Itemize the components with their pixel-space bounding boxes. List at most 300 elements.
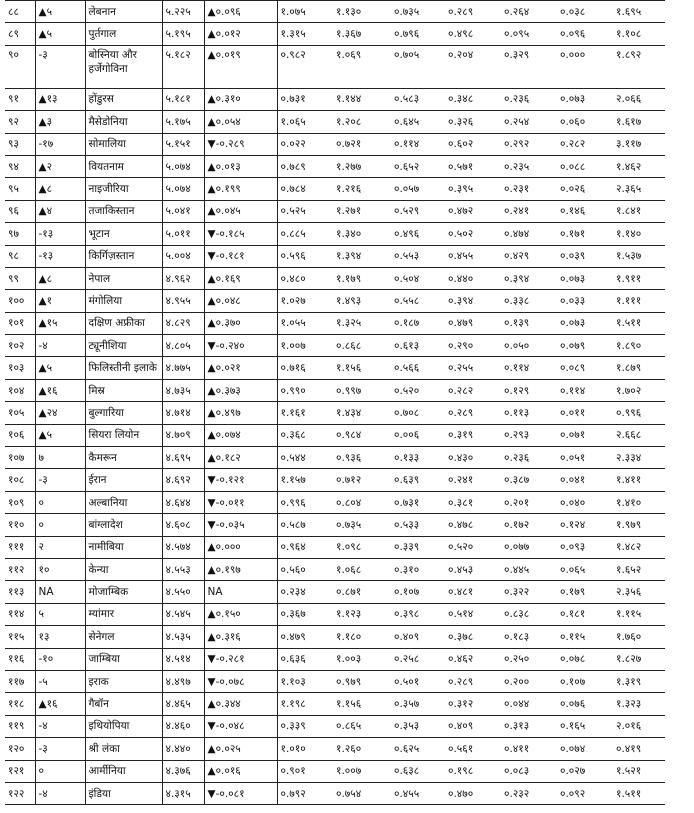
score-change-cell: ▲०.०९६ — [204, 1, 277, 23]
social-support-cell: ०.७५४ — [333, 782, 391, 804]
generosity-cell: ०.२५० — [501, 648, 557, 670]
generosity-cell: ०.१७२ — [501, 514, 557, 536]
dystopia-residual-cell: ३.११७ — [613, 133, 665, 155]
life-expectancy-cell: ०.११४ — [391, 133, 445, 155]
dystopia-residual-cell: १.१०८ — [613, 23, 665, 45]
rank-change-cell: ▲१६ — [35, 693, 85, 715]
score-change-cell: ▲०.३१० — [204, 88, 277, 110]
score-change-cell: ▲०.१८२ — [204, 447, 277, 469]
rank-change-cell: ▲५ — [35, 1, 85, 23]
generosity-cell: ०.३९४ — [501, 267, 557, 289]
rank-change-cell: -४ — [35, 335, 85, 357]
country-cell: मैसेडोनिया — [85, 111, 162, 133]
social-support-cell: १.०९८ — [333, 536, 391, 558]
table-row — [5, 782, 665, 804]
score-cell: ४.५७४ — [162, 536, 204, 558]
rank-cell: ९८ — [5, 245, 35, 267]
country-cell: आर्मीनिया — [85, 760, 162, 782]
generosity-cell: ०.८३८ — [501, 603, 557, 625]
gdp-cell: १.३१५ — [277, 23, 333, 45]
gdp-cell: १.००७ — [277, 335, 333, 357]
dystopia-residual-cell: १.४८२ — [613, 536, 665, 558]
table-row — [5, 223, 665, 245]
life-expectancy-cell: ०.७०८ — [391, 402, 445, 424]
score-change-cell: ▲०.१५० — [204, 603, 277, 625]
score-cell: ४.७१४ — [162, 402, 204, 424]
corruption-cell: ०.०७१ — [557, 424, 613, 446]
gdp-cell: ०.७१६ — [277, 357, 333, 379]
country-cell: भूटान — [85, 223, 162, 245]
dystopia-residual-cell: १.४१० — [613, 491, 665, 513]
score-change-cell: ▲०.१६९ — [204, 267, 277, 289]
country-cell: इराक — [85, 670, 162, 692]
gdp-cell: ०.९९० — [277, 379, 333, 401]
gdp-cell: ०.६३६ — [277, 648, 333, 670]
gdp-cell: ०.०२२ — [277, 133, 333, 155]
life-expectancy-cell: ०.७३५ — [391, 1, 445, 23]
rank-cell: ९२ — [5, 111, 35, 133]
score-cell: ५.०११ — [162, 223, 204, 245]
corruption-cell: ०.१८१ — [557, 603, 613, 625]
life-expectancy-cell: ०.५२९ — [391, 200, 445, 222]
gdp-cell: ०.३३९ — [277, 715, 333, 737]
rank-cell: ९९ — [5, 267, 35, 289]
generosity-cell: ०.२३६ — [501, 88, 557, 110]
rank-change-cell: ▲१ — [35, 290, 85, 312]
social-support-cell: ०.७१२ — [333, 469, 391, 491]
score-change-cell: ▲०.०१३ — [204, 155, 277, 177]
table-row — [5, 290, 665, 312]
rank-change-cell: १० — [35, 558, 85, 580]
rank-cell: १०३ — [5, 357, 35, 379]
table-row — [5, 312, 665, 334]
table-row — [5, 603, 665, 625]
score-cell: ४.५५३ — [162, 558, 204, 580]
social-support-cell: १.३४० — [333, 223, 391, 245]
life-expectancy-cell: ०.५८३ — [391, 88, 445, 110]
rank-cell: ९५ — [5, 178, 35, 200]
freedom-cell: ०.४८१ — [445, 581, 501, 603]
generosity-cell: ०.३१३ — [501, 715, 557, 737]
social-support-cell: ०.८६५ — [333, 715, 391, 737]
social-support-cell: १.१७९ — [333, 267, 391, 289]
life-expectancy-cell: ०.६१३ — [391, 335, 445, 357]
dystopia-residual-cell: १.८९२ — [613, 45, 665, 88]
corruption-cell: ०.१७९ — [557, 581, 613, 603]
score-cell: ५.१९५ — [162, 23, 204, 45]
corruption-cell: ०.०७३ — [557, 267, 613, 289]
rank-change-cell: -१३ — [35, 245, 85, 267]
freedom-cell: ०.२८९ — [445, 1, 501, 23]
corruption-cell: ०.०२६ — [557, 178, 613, 200]
country-cell: सियरा लियोन — [85, 424, 162, 446]
gdp-cell: १.१९८ — [277, 693, 333, 715]
life-expectancy-cell: ०.३५७ — [391, 693, 445, 715]
dystopia-residual-cell: १.५११ — [613, 782, 665, 804]
freedom-cell: ०.३१९ — [445, 424, 501, 446]
score-cell: ५.१५१ — [162, 133, 204, 155]
corruption-cell: ०.०७६ — [557, 693, 613, 715]
rank-cell: १११ — [5, 536, 35, 558]
dystopia-residual-cell: १.५२१ — [613, 760, 665, 782]
country-cell: केन्या — [85, 558, 162, 580]
corruption-cell: ०.००० — [557, 45, 613, 88]
table-row — [5, 200, 665, 222]
score-cell: ४.४४० — [162, 738, 204, 760]
table-row — [5, 379, 665, 401]
country-cell: म्यांमार — [85, 603, 162, 625]
country-cell: तजाकिस्तान — [85, 200, 162, 222]
score-change-cell: ▲०.०२५ — [204, 738, 277, 760]
corruption-cell: ०.०७८ — [557, 648, 613, 670]
country-cell: पुर्तगाल — [85, 23, 162, 45]
dystopia-residual-cell: ०.९९६ — [613, 402, 665, 424]
freedom-cell: ०.४७२ — [445, 200, 501, 222]
rank-change-cell: -३ — [35, 45, 85, 88]
gdp-cell: ०.९८२ — [277, 45, 333, 88]
generosity-cell: ०.४२९ — [501, 245, 557, 267]
gdp-cell: ०.७३१ — [277, 88, 333, 110]
life-expectancy-cell: ०.५०४ — [391, 267, 445, 289]
freedom-cell: ०.५६१ — [445, 738, 501, 760]
score-change-cell: ▼-०.२४० — [204, 335, 277, 357]
corruption-cell: ०.०९६ — [557, 23, 613, 45]
life-expectancy-cell: ०.७०५ — [391, 45, 445, 88]
social-support-cell: १.२१६ — [333, 178, 391, 200]
generosity-cell: ०.०४४ — [501, 693, 557, 715]
gdp-cell: ०.५२५ — [277, 200, 333, 222]
rank-cell: ९४ — [5, 155, 35, 177]
gdp-cell: १.०५५ — [277, 312, 333, 334]
corruption-cell: ०.०५१ — [557, 447, 613, 469]
generosity-cell: ०.३३८ — [501, 290, 557, 312]
corruption-cell: ०.०४१ — [557, 469, 613, 491]
gdp-cell: ०.५८७ — [277, 514, 333, 536]
country-cell: मिस्र — [85, 379, 162, 401]
score-cell: ४.५५० — [162, 581, 204, 603]
score-cell: ५.१८१ — [162, 88, 204, 110]
rank-change-cell: १३ — [35, 626, 85, 648]
score-cell: ५.०७४ — [162, 155, 204, 177]
country-cell: गैबॉन — [85, 693, 162, 715]
gdp-cell: १.१०३ — [277, 670, 333, 692]
social-support-cell: १.१८० — [333, 626, 391, 648]
rank-change-cell: ▲१५ — [35, 312, 85, 334]
corruption-cell: ०.०६० — [557, 111, 613, 133]
rank-change-cell: -१७ — [35, 133, 85, 155]
score-change-cell: ▲०.०७४ — [204, 424, 277, 446]
score-change-cell: ▼-०.१८१ — [204, 245, 277, 267]
rank-change-cell: ० — [35, 491, 85, 513]
rank-change-cell: -३ — [35, 738, 85, 760]
life-expectancy-cell: ०.१३३ — [391, 447, 445, 469]
life-expectancy-cell: ०.२५८ — [391, 648, 445, 670]
rank-change-cell: -४ — [35, 782, 85, 804]
rank-change-cell: ▲१६ — [35, 379, 85, 401]
table-row — [5, 402, 665, 424]
rank-cell: १०९ — [5, 491, 35, 513]
score-cell: ४.४६५ — [162, 693, 204, 715]
rank-cell: १०१ — [5, 312, 35, 334]
social-support-cell: १.४३४ — [333, 402, 391, 424]
score-cell: ४.८२९ — [162, 312, 204, 334]
rank-change-cell: ▲४ — [35, 200, 85, 222]
score-change-cell: ▲०.१९७ — [204, 558, 277, 580]
score-cell: ४.७०९ — [162, 424, 204, 446]
freedom-cell: ०.४७९ — [445, 312, 501, 334]
score-cell: ५.१८२ — [162, 45, 204, 88]
rank-cell: ९६ — [5, 200, 35, 222]
freedom-cell: ०.३४८ — [445, 88, 501, 110]
corruption-cell: ०.०२७ — [557, 760, 613, 782]
gdp-cell: ०.४७९ — [277, 626, 333, 648]
table-row — [5, 693, 665, 715]
score-cell: ५.०४१ — [162, 200, 204, 222]
rank-change-cell: -१० — [35, 648, 85, 670]
score-change-cell: ▼-०.१८५ — [204, 223, 277, 245]
score-cell: ४.३७६ — [162, 760, 204, 782]
score-cell: ४.७७५ — [162, 357, 204, 379]
freedom-cell: ०.४५५ — [445, 245, 501, 267]
score-change-cell: ▲०.०१६ — [204, 760, 277, 782]
corruption-cell: ०.०८९ — [557, 357, 613, 379]
gdp-cell: ०.५६० — [277, 558, 333, 580]
rank-cell: ११७ — [5, 670, 35, 692]
life-expectancy-cell: ०.६२५ — [391, 738, 445, 760]
country-cell: नाइजीरिया — [85, 178, 162, 200]
rank-cell: १२१ — [5, 760, 35, 782]
generosity-cell: ०.४७४ — [501, 223, 557, 245]
rank-cell: १०२ — [5, 335, 35, 357]
corruption-cell: ०.०७४ — [557, 738, 613, 760]
social-support-cell: १.२७१ — [333, 200, 391, 222]
rank-change-cell: -१३ — [35, 223, 85, 245]
generosity-cell: ०.२५४ — [501, 111, 557, 133]
life-expectancy-cell: ०.१०७ — [391, 581, 445, 603]
life-expectancy-cell: ०.५५३ — [391, 245, 445, 267]
rank-cell: ११५ — [5, 626, 35, 648]
life-expectancy-cell: ०.५३३ — [391, 514, 445, 536]
corruption-cell: ०.०९३ — [557, 536, 613, 558]
social-support-cell: १.४९३ — [333, 290, 391, 312]
dystopia-residual-cell: १.९११ — [613, 267, 665, 289]
rank-change-cell: ▲२४ — [35, 402, 85, 424]
table-row — [5, 626, 665, 648]
social-support-cell: १.२०८ — [333, 111, 391, 133]
life-expectancy-cell: ०.५६६ — [391, 357, 445, 379]
score-change-cell: ▲०.३७० — [204, 312, 277, 334]
country-cell: होंडुरस — [85, 88, 162, 110]
freedom-cell: ०.२८९ — [445, 670, 501, 692]
gdp-cell: ०.९०१ — [277, 760, 333, 782]
corruption-cell: ०.१४६ — [557, 200, 613, 222]
score-cell: ४.९६२ — [162, 267, 204, 289]
table-row — [5, 155, 665, 177]
life-expectancy-cell: ०.७९६ — [391, 23, 445, 45]
social-support-cell: ०.७२१ — [333, 133, 391, 155]
table-row — [5, 245, 665, 267]
dystopia-residual-cell: २.३५६ — [613, 581, 665, 603]
score-change-cell: ▲०.३१६ — [204, 626, 277, 648]
dystopia-residual-cell: १.१११ — [613, 290, 665, 312]
generosity-cell: ०.२९३ — [501, 424, 557, 446]
table-row — [5, 536, 665, 558]
dystopia-residual-cell: १.६१७ — [613, 111, 665, 133]
life-expectancy-cell: ०.५२० — [391, 379, 445, 401]
score-change-cell: ▲०.३४४ — [204, 693, 277, 715]
freedom-cell: ०.५१४ — [445, 603, 501, 625]
rank-change-cell: ० — [35, 760, 85, 782]
dystopia-residual-cell: २.३६५ — [613, 178, 665, 200]
gdp-cell: ०.२३४ — [277, 581, 333, 603]
social-support-cell: १.०६९ — [333, 45, 391, 88]
generosity-cell: ०.३८७ — [501, 469, 557, 491]
freedom-cell: ०.६०२ — [445, 133, 501, 155]
corruption-cell: ०.१६५ — [557, 715, 613, 737]
country-cell: ईरान — [85, 469, 162, 491]
life-expectancy-cell: ०.३१० — [391, 558, 445, 580]
life-expectancy-cell: ०.५५८ — [391, 290, 445, 312]
freedom-cell: ०.४३० — [445, 447, 501, 469]
score-change-cell: ▼-०.०३५ — [204, 514, 277, 536]
life-expectancy-cell: ०.०५७ — [391, 178, 445, 200]
rank-cell: ११६ — [5, 648, 35, 670]
table-row — [5, 267, 665, 289]
table-row — [5, 715, 665, 737]
score-cell: ४.८०५ — [162, 335, 204, 357]
happiness-ranking-table — [5, 0, 665, 805]
table-row — [5, 648, 665, 670]
freedom-cell: ०.१९८ — [445, 760, 501, 782]
dystopia-residual-cell: २.०१६ — [613, 715, 665, 737]
table-row — [5, 491, 665, 513]
life-expectancy-cell: ०.४०९ — [391, 626, 445, 648]
rank-cell: ११४ — [5, 603, 35, 625]
country-cell: इथियोपिया — [85, 715, 162, 737]
score-cell: ४.६९२ — [162, 469, 204, 491]
generosity-cell: ०.११४ — [501, 357, 557, 379]
generosity-cell: ०.२४१ — [501, 200, 557, 222]
rank-cell: ८८ — [5, 1, 35, 23]
country-cell: बुल्गारिया — [85, 402, 162, 424]
social-support-cell: १.३२५ — [333, 312, 391, 334]
dystopia-residual-cell: १.१४० — [613, 223, 665, 245]
gdp-cell: १.०७५ — [277, 1, 333, 23]
score-change-cell: ▲०.०१९ — [204, 45, 277, 88]
table-row — [5, 469, 665, 491]
rank-change-cell: ▲५ — [35, 357, 85, 379]
rank-cell: १२० — [5, 738, 35, 760]
rank-cell: १२२ — [5, 782, 35, 804]
country-cell: दक्षिण अफ्रीका — [85, 312, 162, 334]
generosity-cell: ०.२३६ — [501, 447, 557, 469]
score-change-cell: NA — [204, 581, 277, 603]
corruption-cell: ०.१७१ — [557, 223, 613, 245]
rank-change-cell: -५ — [35, 670, 85, 692]
social-support-cell: १.००३ — [333, 648, 391, 670]
country-cell: सेनेगल — [85, 626, 162, 648]
rank-cell: ८९ — [5, 23, 35, 45]
freedom-cell: ०.४०९ — [445, 715, 501, 737]
dystopia-residual-cell: ०.४१९ — [613, 738, 665, 760]
country-cell: वियतनाम — [85, 155, 162, 177]
country-cell: ट्यूनीशिया — [85, 335, 162, 357]
gdp-cell: १.१५७ — [277, 469, 333, 491]
corruption-cell: ०.०७३ — [557, 88, 613, 110]
social-support-cell: १.१४४ — [333, 88, 391, 110]
gdp-cell: १.०२७ — [277, 290, 333, 312]
corruption-cell: ०.११५ — [557, 626, 613, 648]
social-support-cell: १.०६८ — [333, 558, 391, 580]
generosity-cell: ०.२६४ — [501, 1, 557, 23]
generosity-cell: ०.४११ — [501, 738, 557, 760]
social-support-cell: ०.८७१ — [333, 581, 391, 603]
dystopia-residual-cell: १.५११ — [613, 312, 665, 334]
corruption-cell: ०.०११ — [557, 402, 613, 424]
country-cell: जाम्बिया — [85, 648, 162, 670]
corruption-cell: ०.०९२ — [557, 782, 613, 804]
country-cell: इंडिया — [85, 782, 162, 804]
gdp-cell: ०.७८४ — [277, 178, 333, 200]
rank-cell: ११९ — [5, 715, 35, 737]
generosity-cell: ०.२०० — [501, 670, 557, 692]
country-cell: फिलिस्तीनी इलाके — [85, 357, 162, 379]
table-row — [5, 335, 665, 357]
dystopia-residual-cell: १.९७९ — [613, 514, 665, 536]
dystopia-residual-cell: १.४६२ — [613, 155, 665, 177]
dystopia-residual-cell: १.८९० — [613, 335, 665, 357]
score-cell: ४.९५५ — [162, 290, 204, 312]
gdp-cell: ०.४८० — [277, 267, 333, 289]
social-support-cell: १.१५६ — [333, 357, 391, 379]
score-change-cell: ▲०.४९७ — [204, 402, 277, 424]
corruption-cell: ०.०७९ — [557, 335, 613, 357]
life-expectancy-cell: ०.३३९ — [391, 536, 445, 558]
freedom-cell: ०.४९८ — [445, 23, 501, 45]
corruption-cell: ०.०७३ — [557, 312, 613, 334]
corruption-cell: ०.०३८ — [557, 1, 613, 23]
table-row — [5, 111, 665, 133]
score-cell: ४.५४५ — [162, 603, 204, 625]
table-row — [5, 178, 665, 200]
dystopia-residual-cell: २.०६६ — [613, 88, 665, 110]
score-cell: ४.५३५ — [162, 626, 204, 648]
score-cell: ४.६०८ — [162, 514, 204, 536]
generosity-cell: ०.०५० — [501, 335, 557, 357]
score-change-cell: ▼-०.२८९ — [204, 133, 277, 155]
table-row — [5, 514, 665, 536]
generosity-cell: ०.११३ — [501, 402, 557, 424]
life-expectancy-cell: ०.४५५ — [391, 782, 445, 804]
country-cell: मंगोलिया — [85, 290, 162, 312]
freedom-cell: ०.५७१ — [445, 155, 501, 177]
gdp-cell: १.१६१ — [277, 402, 333, 424]
corruption-cell: ०.०३३ — [557, 290, 613, 312]
generosity-cell: ०.३२२ — [501, 581, 557, 603]
score-change-cell: ▼-०.०११ — [204, 491, 277, 513]
country-cell: नामीबिया — [85, 536, 162, 558]
score-cell: ५.१७५ — [162, 111, 204, 133]
table-row — [5, 133, 665, 155]
social-support-cell: १.२६० — [333, 738, 391, 760]
social-support-cell: १.१२३ — [333, 603, 391, 625]
table-row — [5, 357, 665, 379]
freedom-cell: ०.२४१ — [445, 469, 501, 491]
life-expectancy-cell: ०.६३८ — [391, 760, 445, 782]
country-cell: बोस्निया और हर्जेगोविना — [85, 45, 162, 88]
dystopia-residual-cell: १.४११ — [613, 469, 665, 491]
gdp-cell: ०.९६४ — [277, 536, 333, 558]
